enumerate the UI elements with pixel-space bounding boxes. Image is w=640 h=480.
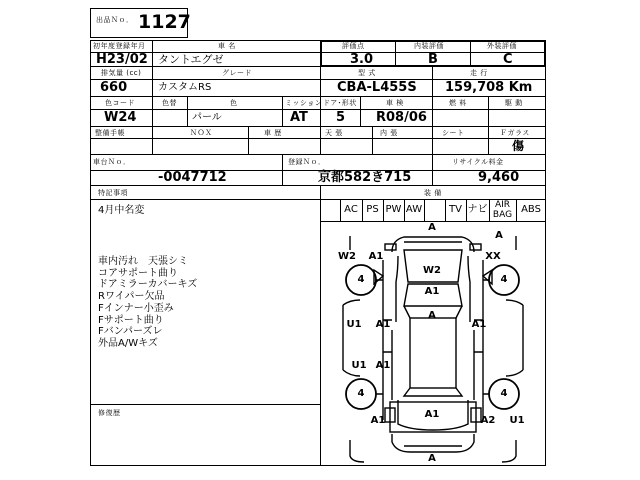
seat-label: シート — [442, 129, 465, 137]
damage-code: A1 — [370, 415, 386, 426]
car-name-label: 車 名 — [218, 42, 236, 50]
equipment-item: AIR BAG — [492, 200, 513, 220]
roof-label: 天 張 — [325, 129, 343, 137]
damage-code: U1 — [509, 415, 525, 426]
plate-value: 京都582き715 — [318, 170, 412, 185]
damage-code: U1 — [346, 319, 362, 330]
damage-code: 4 — [357, 388, 365, 399]
equipment-item: TV — [449, 204, 462, 215]
inspection-label: 車 検 — [386, 99, 404, 107]
damage-code: A — [428, 453, 436, 464]
plate-label: 登録Ｎｏ． — [288, 158, 326, 166]
damage-code: A — [495, 230, 503, 241]
equipment-item: ナビ — [467, 204, 488, 215]
mileage-value: 159,708 Km — [445, 80, 533, 95]
damage-code: 4 — [500, 388, 508, 399]
chassis-label: 車台Ｎｏ． — [93, 158, 131, 166]
grade-label: グレード — [222, 69, 252, 77]
chassis-value: -0047712 — [158, 170, 227, 185]
displacement-value: 660 — [100, 80, 128, 95]
damage-code: A1 — [375, 319, 391, 330]
damage-code: A — [428, 222, 436, 233]
mileage-label: 走 行 — [470, 69, 488, 77]
color-change-label: 色替 — [162, 99, 177, 107]
damage-code: A1 — [368, 251, 384, 262]
damage-code: W2 — [423, 265, 441, 276]
doors-label: ドア･形状 — [323, 99, 357, 107]
drive-label: 駆 動 — [505, 99, 523, 107]
history-label: 車 歴 — [264, 129, 282, 137]
fglass-value: 傷 — [512, 139, 525, 153]
exterior-value: C — [503, 52, 513, 67]
mission-value: AT — [290, 110, 308, 125]
first-reg-label: 初年度登録年月 — [93, 42, 146, 50]
interior-value: B — [428, 52, 438, 67]
displacement-label: 排気量 (cc) — [101, 69, 142, 77]
condition-note: Fサポート曲り — [98, 314, 164, 326]
car-name-value: タントエグゼ — [158, 53, 224, 66]
damage-code: A2 — [480, 415, 496, 426]
recycle-value: 9,460 — [478, 170, 520, 185]
first-reg-value: H23/02 — [96, 52, 148, 67]
mission-label: ミッション — [285, 99, 323, 107]
repair-history-label: 修復歴 — [98, 409, 121, 417]
damage-code: A1 — [375, 360, 391, 371]
damage-code: XX — [485, 251, 501, 262]
damage-code: 4 — [500, 274, 508, 285]
fuel-label: 燃 料 — [449, 99, 467, 107]
inspection-value: R08/06 — [376, 110, 427, 125]
color-code-label: 色コード — [105, 99, 135, 107]
color-value: パール — [192, 112, 222, 123]
manual-label: 整備手帳 — [95, 129, 125, 137]
recycle-label: リサイクル料金 — [452, 158, 504, 166]
condition-note: Fインナー小歪み — [98, 302, 174, 314]
damage-code: A1 — [424, 286, 440, 297]
condition-note: Fバンパーズレ — [98, 326, 163, 338]
score-label: 評価点 — [342, 42, 365, 50]
grade-value: カスタムRS — [158, 82, 212, 93]
damage-code: 4 — [357, 274, 365, 285]
equipment-label: 装 備 — [424, 189, 442, 197]
equipment-item: ABS — [521, 204, 541, 215]
condition-note: コアサポート曲り — [98, 267, 178, 279]
equipment-item: AC — [344, 204, 358, 215]
color-code-value: W24 — [104, 110, 137, 125]
fglass-label: Ｆガラス — [500, 129, 530, 137]
color-label: 色 — [230, 99, 238, 107]
damage-code: A1 — [471, 319, 487, 330]
damage-code: A1 — [424, 409, 440, 420]
interior-label: 内装評価 — [414, 42, 444, 50]
model-value: CBA-L455S — [337, 80, 417, 95]
condition-note: 車内汚れ 天張シミ — [98, 256, 188, 267]
lot-number: 1127 — [138, 11, 191, 33]
equipment-item: AW — [405, 204, 423, 215]
equipment-item: PS — [366, 204, 379, 215]
damage-code: W2 — [338, 251, 356, 262]
notes-line: 4月中名変 — [98, 205, 145, 216]
doors-value: 5 — [336, 110, 346, 125]
score-value: 3.0 — [350, 52, 374, 67]
lot-number-label: 出品Ｎｏ． — [96, 16, 134, 24]
notes-label: 特記事項 — [98, 189, 128, 197]
damage-code: U1 — [351, 360, 367, 371]
exterior-label: 外装評価 — [487, 42, 517, 50]
condition-note: Rワイパー欠品 — [98, 291, 165, 303]
upholstery-label: 内 張 — [380, 129, 398, 137]
equipment-item: PW — [385, 204, 402, 215]
damage-code: A — [428, 310, 436, 321]
condition-note: 外品A/Wキズ — [98, 337, 158, 349]
model-label: 型 式 — [358, 69, 376, 77]
nox-label: ＮＯＸ — [190, 129, 213, 137]
condition-note: ドアミラーカバーキズ — [98, 279, 198, 291]
